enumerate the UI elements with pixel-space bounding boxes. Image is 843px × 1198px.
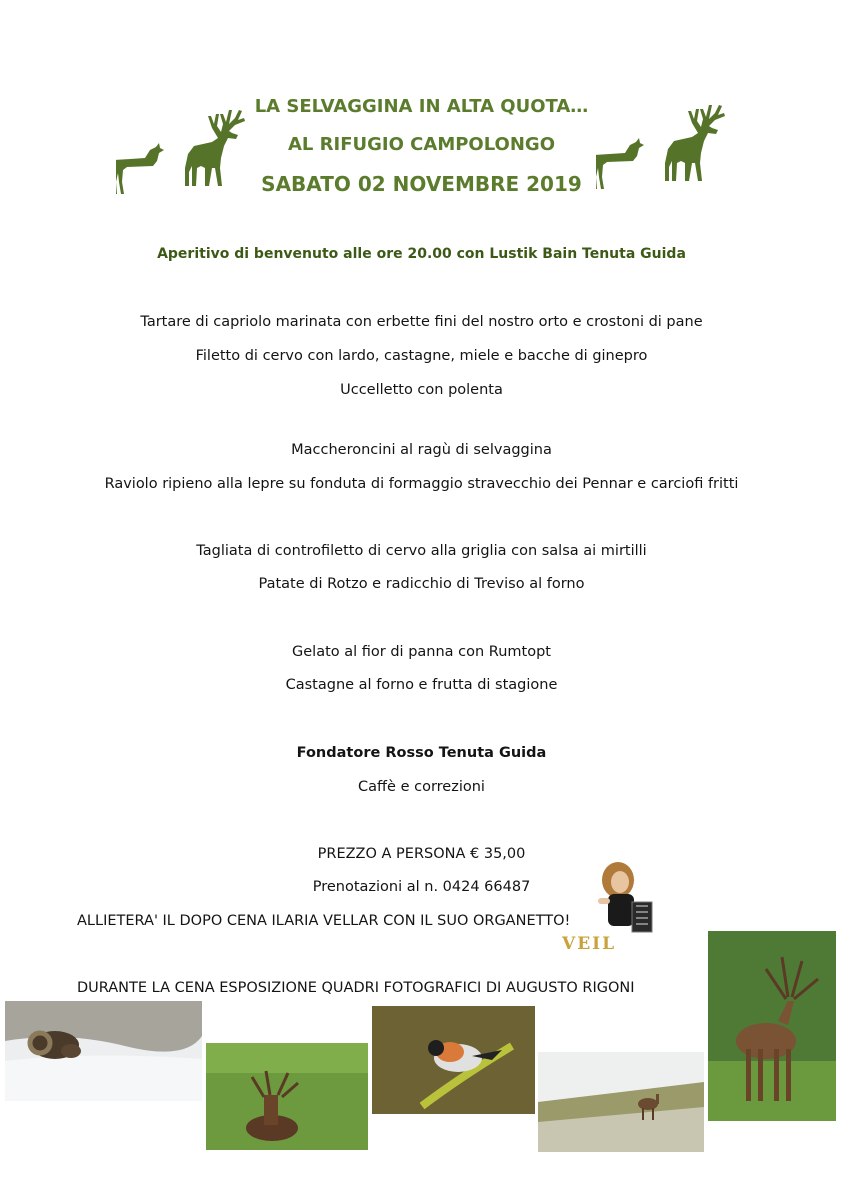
menu-item: Uccelletto con polenta	[340, 382, 503, 398]
price-line: PREZZO A PERSONA € 35,00	[317, 846, 526, 862]
coffee-line: Caffè e correzioni	[358, 779, 485, 795]
wine-line: Fondatore Rosso Tenuta Guida	[296, 745, 547, 761]
exhibition-line: DURANTE LA CENA ESPOSIZIONE QUADRI FOTOGRAFICI DI AUGUSTO RIGONI	[77, 980, 635, 996]
photo-stag-resting	[206, 1043, 368, 1150]
menu-item: Patate di Rotzo e radicchio di Treviso al forno	[258, 576, 585, 592]
menu-item: Castagne al forno e frutta di stagione	[285, 677, 558, 693]
photo-roe-deer	[538, 1052, 704, 1152]
menu-item: Maccheroncini al ragù di selvaggina	[291, 442, 552, 458]
booking-line: Prenotazioni al n. 0424 66487	[312, 879, 531, 895]
menu-item: Tartare di capriolo marinata con erbette fini del nostro orto e crostoni di pane	[140, 314, 703, 330]
entertainment-line: ALLIETERA' IL DOPO CENA ILARIA VELLAR CON IL SUO ORGANETTO!	[77, 913, 571, 929]
menu-item: Raviolo ripieno alla lepre su fonduta di formaggio stravecchio dei Pennar e carciofi fritti	[104, 476, 739, 492]
aperitivo-line: Aperitivo di benvenuto alle ore 20.00 con Lustik Bain Tenuta Guida	[157, 246, 686, 262]
title-line-1: LA SELVAGGINA IN ALTA QUOTA…	[254, 96, 589, 117]
menu-item: Tagliata di controfiletto di cervo alla griglia con salsa ai mirtilli	[196, 543, 647, 559]
logo-text: VEIL	[562, 934, 617, 954]
title-line-2: AL RIFUGIO CAMPOLONGO	[288, 134, 555, 155]
title-line-3: SABATO 02 NOVEMBRE 2019	[261, 172, 582, 196]
photo-stag-standing	[708, 931, 836, 1121]
menu-item: Filetto di cervo con lardo, castagne, miele e bacche di ginepro	[195, 348, 648, 364]
photo-bird	[372, 1006, 535, 1114]
menu-item: Gelato al fior di panna con Rumtopt	[292, 644, 551, 660]
photo-mouflon	[5, 1001, 202, 1101]
